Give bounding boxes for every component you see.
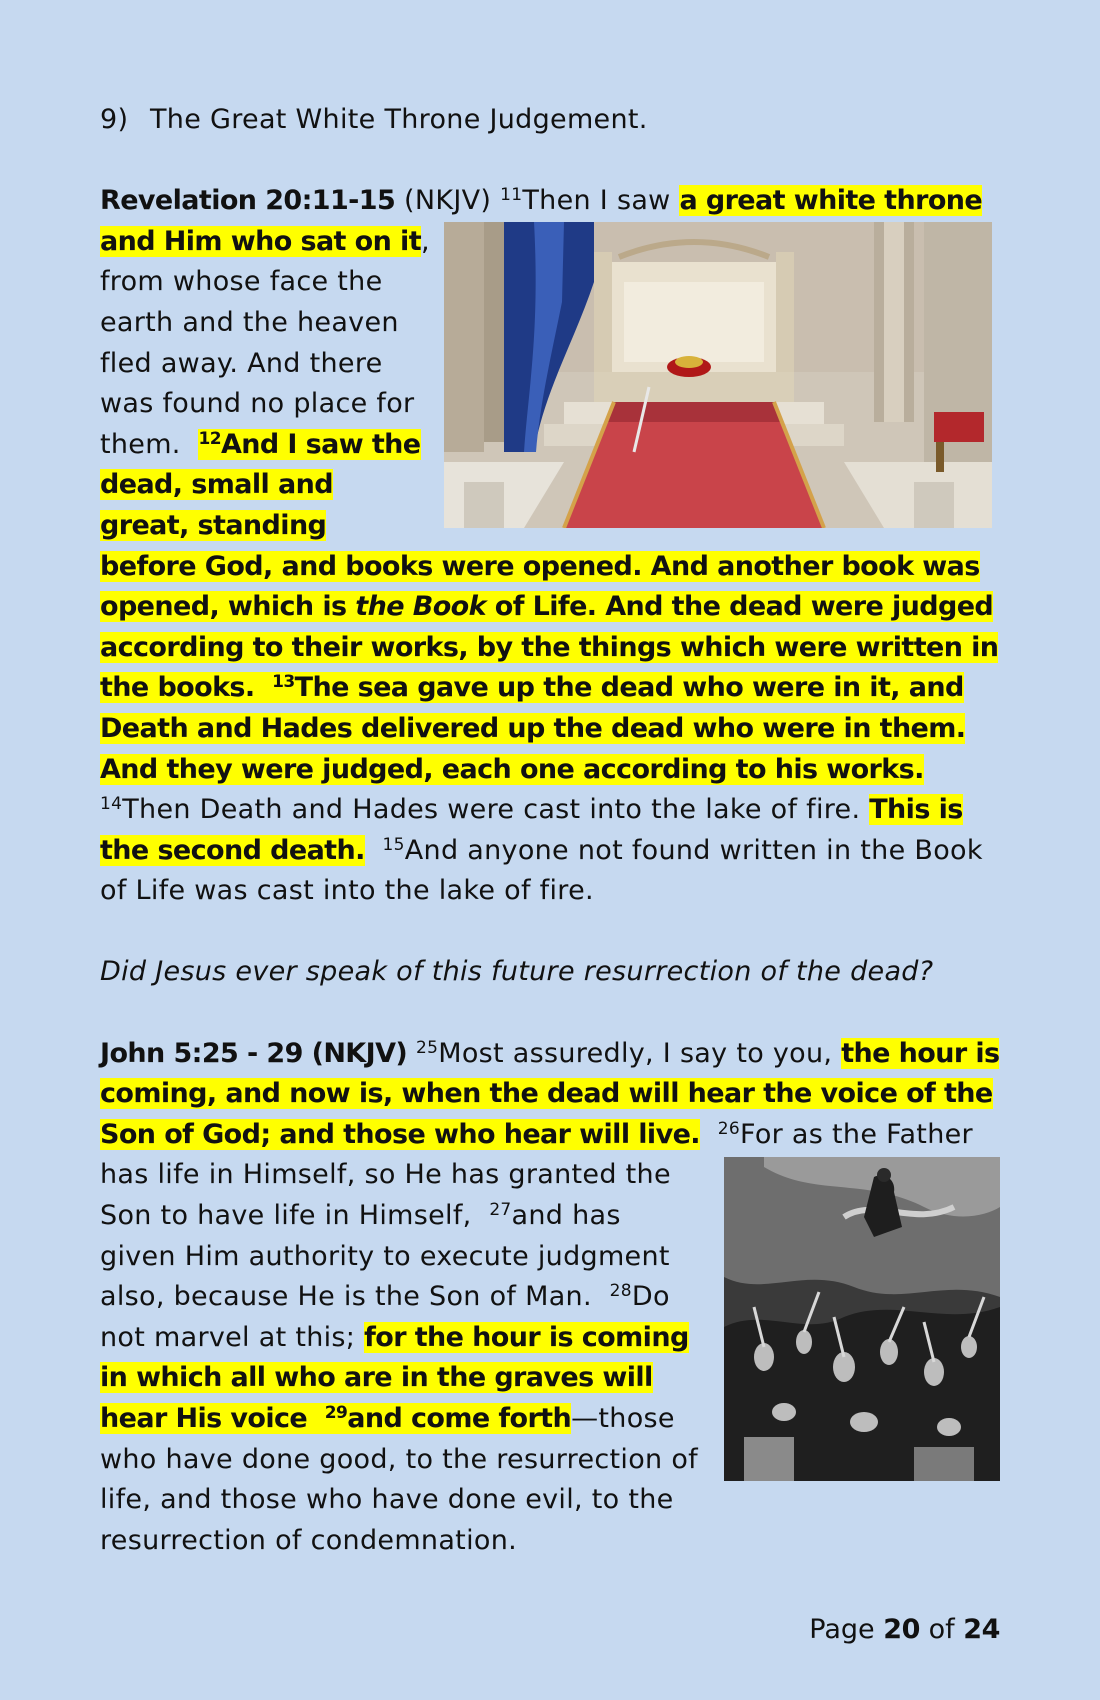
verse-29-text: —those who have done good, to the resurrection of life, and those who have done evil, to the resurrection of condemnation. xyxy=(100,1403,698,1556)
verse-number-26: 26 xyxy=(717,1118,740,1139)
verse-number-15: 15 xyxy=(382,834,405,855)
verse-28-highlight: for the hour is coming in which all who are in the graves will hear His voice xyxy=(100,1321,689,1434)
current-page-number: 20 xyxy=(883,1614,920,1645)
verse-number-25: 25 xyxy=(416,1037,439,1058)
verse-15-text: And anyone not found written in the Book of Life was cast into the lake of fire. xyxy=(100,834,983,907)
revelation-passage xyxy=(100,181,1000,912)
verse-25-intro: Most assuredly, I say to you, xyxy=(438,1037,842,1069)
question-text: Did Jesus ever speak of this future resurrection of the dead? xyxy=(100,956,934,988)
verse-14-highlight: This is the second death. xyxy=(100,794,963,866)
verse-12-highlight: $^{12}$And I saw the dead, small and great, standing before God, and books were opened. And another book was opened, which is the Book of Life. And the dead were judged according to their works, by the things which were written in the books. $^{13}$The sea gave up the dead who were in it, and Death and Hades delivered up the dead who were in them. And they were judged, each one according to his works. xyxy=(100,428,999,785)
john-reference: John 5:25 - 29 (NKJV) xyxy=(100,1037,408,1069)
john-passage xyxy=(100,1034,1000,1562)
verse-27-text: and has given Him authority to execute judgment also, because He is the Son of Man. xyxy=(100,1200,670,1313)
section-number: 9) xyxy=(100,104,129,135)
verse-number-27: 27 xyxy=(489,1200,512,1221)
verse-14-text: Then Death and Hades were cast into the lake of fire. xyxy=(122,794,870,826)
verse-28-intro: Do not marvel at this; xyxy=(100,1281,670,1353)
section-title: The Great White Throne Judgement. xyxy=(150,104,648,135)
verse-number-28: 28 xyxy=(609,1281,632,1302)
footer-of-word: of xyxy=(928,1614,955,1645)
verse-13-text: The sea gave up the dead who were in it, and Death and Hades delivered up the dead who were in them. And they were judged, each one according to his works. xyxy=(100,672,966,785)
revelation-version: (NKJV) xyxy=(404,185,492,217)
total-page-count: 24 xyxy=(963,1614,1000,1645)
throne-illustration xyxy=(444,222,992,528)
verse-number-12: 12 xyxy=(198,428,221,449)
verse-26-text: For as the Father has life in Himself, so He has granted the Son to have life in Himself, xyxy=(100,1118,973,1232)
verse-number-11: 11 xyxy=(500,185,523,206)
book-of-life-italic: the Book xyxy=(355,591,486,623)
verse-number-29: 29 xyxy=(324,1403,348,1423)
revelation-reference: Revelation 20:11-15 xyxy=(100,185,396,217)
verse-number-13: 13 xyxy=(272,672,295,693)
verse-11-highlight: a great white throne and Him who sat on it xyxy=(100,185,983,257)
verse-29-highlight: and come forth xyxy=(347,1403,572,1434)
verse-11-intro: Then I saw xyxy=(522,185,680,217)
footer-page-word: Page xyxy=(809,1614,875,1645)
verse-11-text: , from whose face the earth and the heaven fled away. And there was found no place for them. xyxy=(100,225,430,460)
verse-25-highlight: the hour is coming, and now is, when the dead will hear the voice of the Son of God; and those who hear will live. xyxy=(100,1037,1000,1150)
verse-number-14: 14 xyxy=(100,794,123,815)
section-heading xyxy=(100,100,1000,141)
resurrection-engraving xyxy=(724,1157,1000,1481)
page-footer xyxy=(809,1610,1000,1650)
